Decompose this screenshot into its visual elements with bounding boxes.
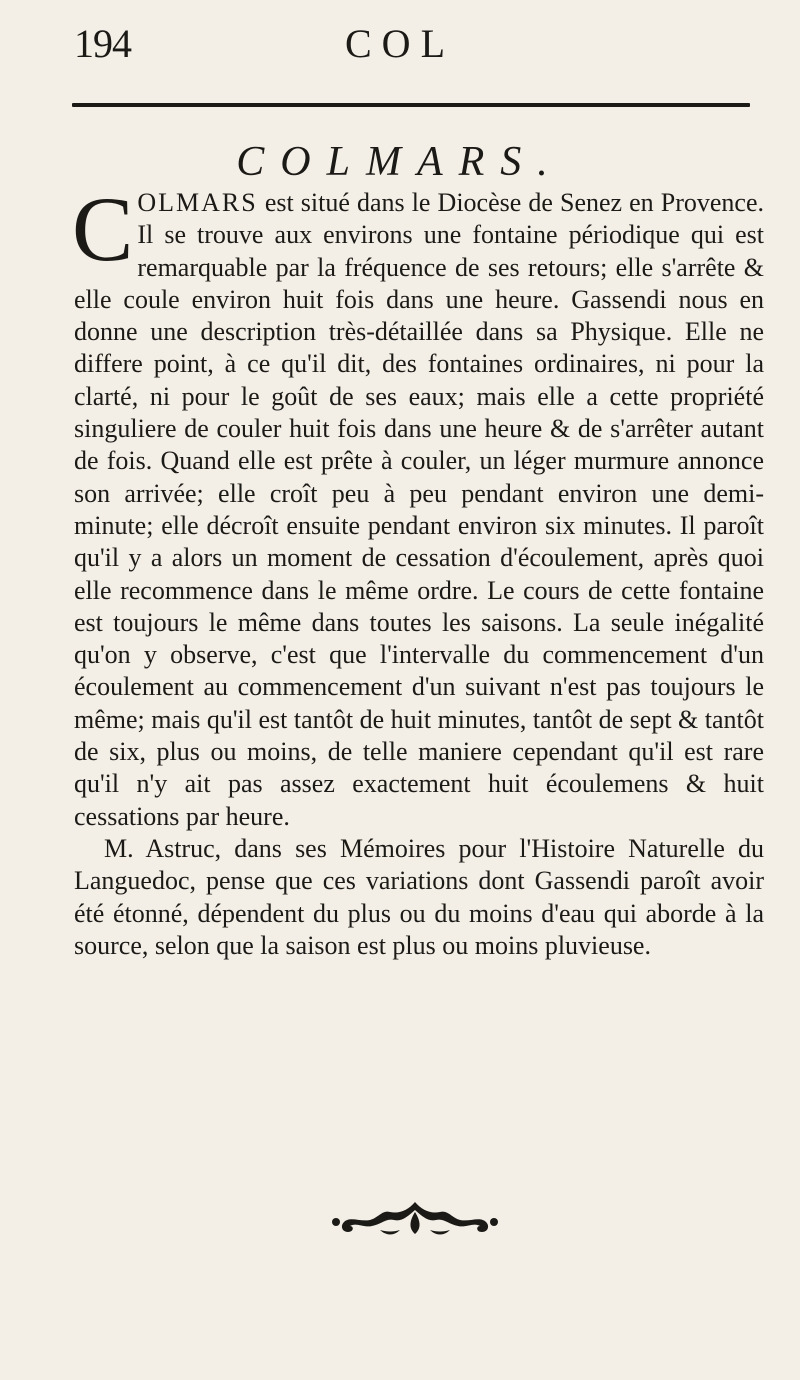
fleuron-ornament-icon: [330, 1192, 500, 1240]
article-body: [72, 178, 764, 962]
paragraph-1: [72, 178, 764, 833]
paragraph-2: M. Astruc, dans ses Mémoires pour l'Histoire Naturelle du Languedoc, pense que ces variations dont Gassendi paroît avoir été étonné, dépendent du plus ou du moins d'eau qui aborde à la source, selon que la saison est plus ou moins pluvieuse.: [74, 833, 764, 960]
paragraph-1-text: est situé dans le Diocèse de Senez en Provence. Il se trouve aux environs une fontaine périodique qui est remarquable par la fréquence de ses retours; elle s'arrête & elle coule environ huit fois dans une heure. Gassendi nous en donne une description très-détaillée dans sa Physique. Elle ne differe point, à ce qu'il dit, des fontaines ordinaires, ni pour la clarté, ni pour le goût de ses eaux; mais elle a cette propriété singuliere de couler huit fois dans une heure & de s'arrêter autant de fois. Quand elle est prête à couler, un léger murmure annonce son arrivée; elle croît peu à peu pendant environ une demi-minute; elle décroît ensuite pendant environ six minutes. Il paroît qu'il y a alors un moment de cessation d'écoulement, après quoi elle recommence dans le même ordre. Le cours de cette fontaine est toujours le même dans toutes les saisons. La seule inégalité qu'on y observe, c'est que l'intervalle du commencement d'un écoulement au commencement d'un suivant n'est pas toujours le même; mais qu'il est tantôt de huit minutes, tantôt de sept & tantôt de six, plus ou moins, de telle maniere cependant qu'il est rare qu'il n'y ait pas assez exactement huit écoulemens & huit cessations par heure.: [74, 188, 764, 831]
lead-caps: OLMARS: [137, 188, 258, 217]
running-head: COL: [345, 21, 455, 66]
page-number: 194: [74, 21, 131, 66]
header-rule: [72, 103, 750, 107]
drop-cap: C: [72, 178, 134, 280]
article-title: COLMARS.: [236, 139, 564, 185]
